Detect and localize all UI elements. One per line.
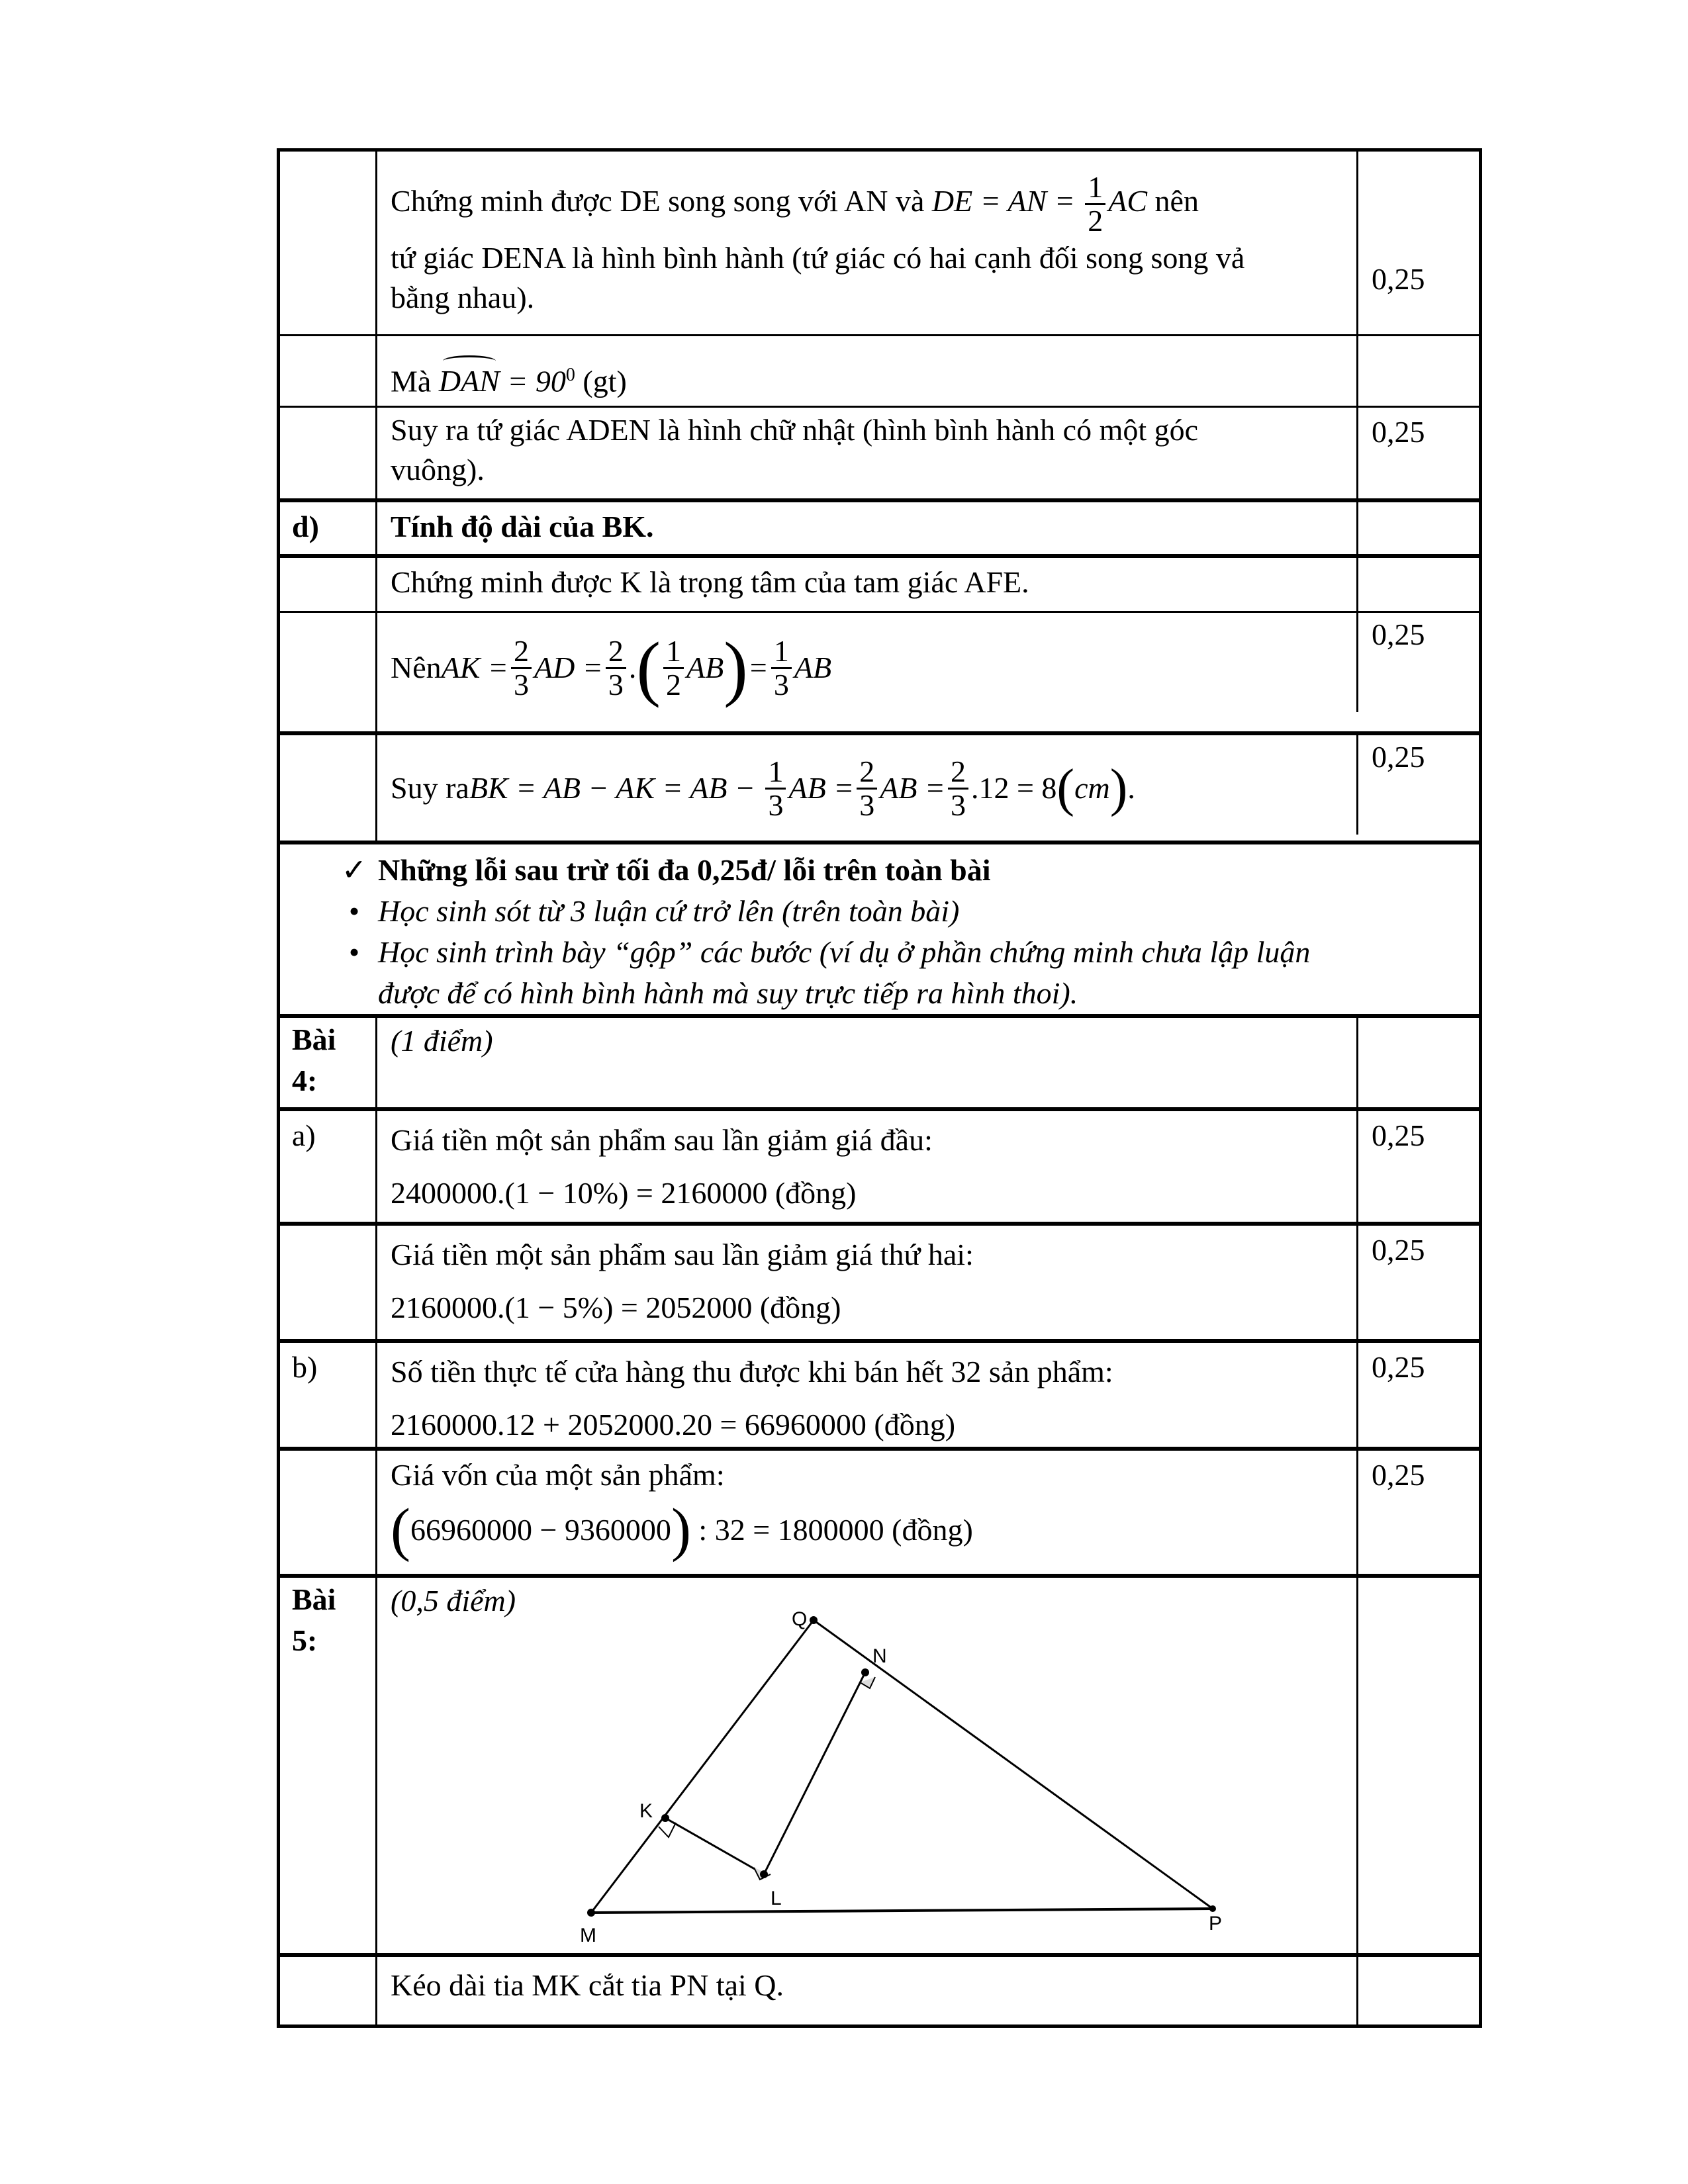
point-label-l: L bbox=[771, 1888, 782, 1909]
row-content: Chứng minh được K là trọng tâm của tam giác AFE. bbox=[377, 558, 1358, 611]
score-cell bbox=[1358, 1018, 1479, 1107]
table-row bbox=[280, 554, 1479, 611]
notes-row bbox=[280, 841, 1479, 1014]
row-label bbox=[280, 152, 377, 334]
row-content: Giá tiền một sản phẩm sau lần giảm giá thứ hai: 2160000.(1 − 5%) = 2052000 (đồng) bbox=[377, 1226, 1358, 1339]
grading-table bbox=[277, 148, 1482, 2028]
table-row bbox=[280, 1014, 1479, 1107]
score-cell bbox=[1358, 558, 1479, 611]
part-heading: Tính độ dài của BK. bbox=[377, 502, 1358, 554]
table-row bbox=[280, 152, 1479, 334]
row-content: Mà DAN = $90^0$ (gt) bbox=[377, 336, 1358, 406]
row-content: Suy ra tứ giác ADEN là hình chữ nhật (hình bình hành có một góc vuông). bbox=[377, 408, 1358, 498]
geometry-diagram bbox=[377, 1578, 1358, 1957]
bullet-icon: • bbox=[348, 935, 360, 969]
row-content: Kéo dài tia MK cắt tia PN tại Q. bbox=[377, 1957, 1358, 2025]
score-cell: 0,25 bbox=[1372, 1233, 1425, 1267]
table-row bbox=[280, 498, 1479, 554]
table-row bbox=[280, 406, 1479, 498]
point-label-k: K bbox=[639, 1800, 653, 1822]
part-label: a) bbox=[280, 1111, 377, 1222]
notes-heading: Những lỗi sau trừ tối đa 0,25đ/ lỗi trên toàn bài bbox=[378, 853, 991, 887]
point-label-m: M bbox=[580, 1925, 596, 1946]
score-cell: 0,25 bbox=[1372, 740, 1425, 774]
score-cell: 0,25 bbox=[1372, 1458, 1425, 1492]
score-cell bbox=[1358, 1578, 1479, 1953]
table-row bbox=[280, 1107, 1479, 1222]
problem-label: Bài 4: bbox=[280, 1018, 377, 1107]
part-label: d) bbox=[280, 502, 377, 554]
point-label-n: N bbox=[872, 1645, 887, 1667]
score-cell: 0,25 bbox=[1372, 617, 1425, 651]
table-row bbox=[280, 1574, 1479, 1953]
row-content: Giá tiền một sản phẩm sau lần giảm giá đầu: 2400000.(1 − 10%) = 2160000 (đồng) bbox=[377, 1111, 1358, 1222]
row-content: Số tiền thực tế cửa hàng thu được khi bán hết 32 sản phẩm: 2160000.12 + 2052000.20 = 66960000 (đồng) bbox=[377, 1343, 1358, 1447]
table-row bbox=[280, 1222, 1479, 1339]
score-cell bbox=[1358, 1957, 1479, 2025]
row-content: Suy ra BK = AB − AK = AB − $\frac{1}{3}$ AB = $\frac{2}{3}$ AB = $\frac{2}{3}$ .12 = 8 ( cm ) . bbox=[377, 735, 1358, 835]
score-cell bbox=[1358, 502, 1479, 554]
angle-symbol: DAN bbox=[439, 359, 500, 403]
table-row bbox=[280, 1953, 1479, 2025]
fraction: $\frac{1}{2}$ bbox=[1085, 171, 1105, 237]
score-cell: 0,25 bbox=[1372, 415, 1425, 449]
problem-points: (1 điểm) bbox=[377, 1018, 1358, 1107]
diagram-cell bbox=[377, 1578, 1358, 1953]
score-cell: 0,25 bbox=[1372, 1350, 1425, 1384]
note-item: Học sinh trình bày “gộp” các bước (ví dụ ở phần chứng minh chưa lập luận được để có hình bình hành mà suy trực tiếp ra hình thoi). bbox=[378, 935, 1311, 1010]
table-row bbox=[280, 1447, 1479, 1574]
table-row bbox=[280, 731, 1479, 841]
table-row bbox=[280, 1339, 1479, 1447]
bullet-icon: • bbox=[348, 894, 360, 928]
problem-label: Bài 5: bbox=[280, 1578, 377, 1953]
row-content: Chứng minh được DE song song với AN và DE = AN = $\frac{1}{2}$ AC nên tứ giác DENA là hình bình hành (tứ giác có hai cạnh đối song song vả bằng nhau). bbox=[377, 152, 1358, 334]
row-content: Giá vốn của một sản phẩm: ( 66960000 − 9360000 ) : 32 = 1800000 (đồng) bbox=[377, 1451, 1358, 1574]
point-label-p: P bbox=[1209, 1913, 1223, 1934]
point-label-q: Q bbox=[792, 1608, 808, 1630]
score-cell: 0,25 bbox=[1372, 1118, 1425, 1152]
score-cell: 0,25 bbox=[1372, 262, 1425, 296]
notes-content bbox=[280, 844, 1479, 1014]
score-cell bbox=[1358, 336, 1479, 406]
check-icon: ✓ bbox=[341, 853, 367, 887]
problem-points: (0,5 điểm) bbox=[391, 1584, 516, 1617]
table-row bbox=[280, 334, 1479, 406]
table-row bbox=[280, 611, 1479, 731]
part-label: b) bbox=[280, 1343, 377, 1447]
row-content: Nên AK = $\frac{2}{3}$ AD = $\frac{2}{3}$ . ( $\frac{1}{2}$ AB ) = $\frac{1}{3}$ AB bbox=[377, 613, 1358, 712]
note-item: Học sinh sót từ 3 luận cứ trở lên (trên toàn bài) bbox=[378, 894, 960, 928]
